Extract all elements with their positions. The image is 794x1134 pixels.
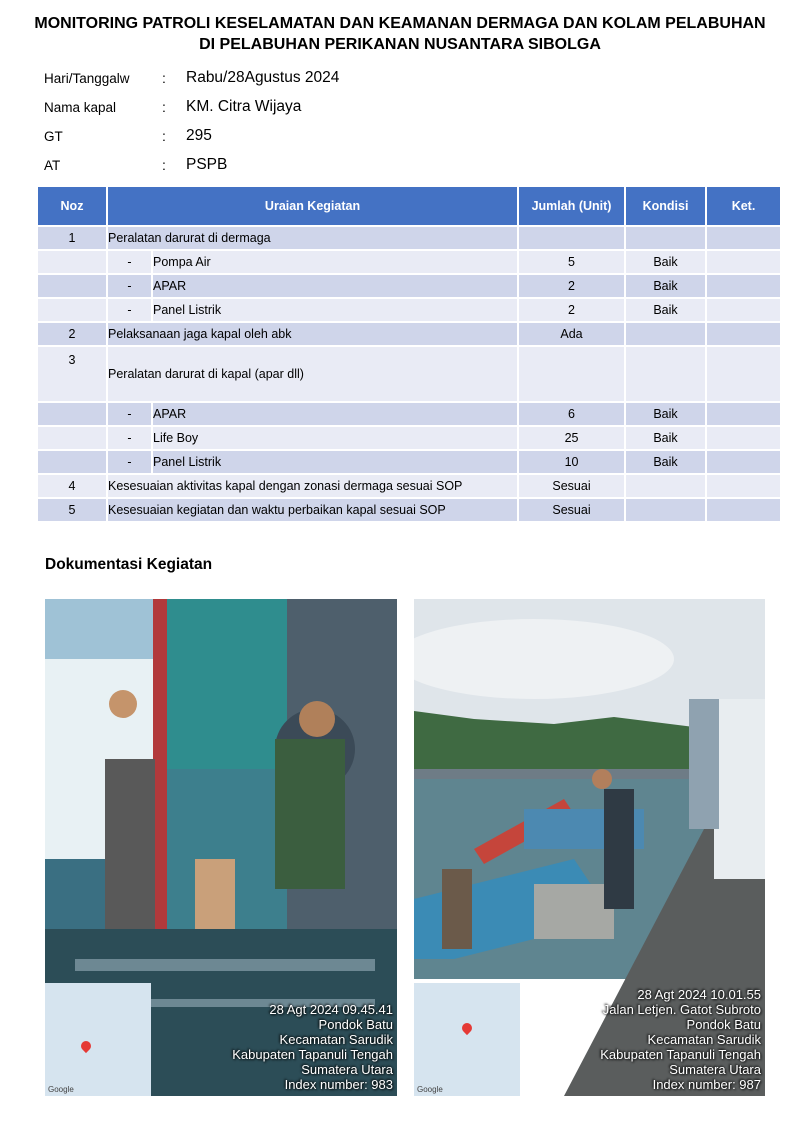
caption-line: Sumatera Utara xyxy=(669,1062,761,1077)
info-colon: : xyxy=(162,70,166,86)
info-label: Nama kapal xyxy=(44,99,117,115)
header-no: Noz xyxy=(37,186,107,226)
table-row xyxy=(37,322,781,346)
table-row xyxy=(37,250,781,274)
cell-condition xyxy=(625,498,706,522)
cell-no: 3 xyxy=(37,346,107,402)
cell-notes xyxy=(706,402,781,426)
info-value: PSPB xyxy=(186,156,228,173)
caption-line: 28 Agt 2024 09.45.41 xyxy=(269,1002,393,1017)
header-description: Uraian Kegiatan xyxy=(107,186,518,226)
cell-condition xyxy=(625,474,706,498)
cell-condition: Baik xyxy=(625,426,706,450)
caption-line: Pondok Batu xyxy=(318,1017,393,1032)
cell-notes xyxy=(706,426,781,450)
cell-dash: - xyxy=(107,450,152,474)
activity-photo-engine-room xyxy=(45,599,397,1096)
cell-description: Kesesuaian kegiatan dan waktu perbaikan kapal sesuai SOP xyxy=(107,498,518,522)
cell-quantity: 5 xyxy=(518,250,625,274)
google-logo: Google xyxy=(48,1085,74,1094)
header-notes: Ket. xyxy=(706,186,781,226)
google-logo: Google xyxy=(417,1085,443,1094)
info-value: 295 xyxy=(186,127,212,144)
cell-quantity xyxy=(518,346,625,402)
cell-quantity: Sesuai xyxy=(518,474,625,498)
info-colon: : xyxy=(162,99,166,115)
caption-line: 28 Agt 2024 10.01.55 xyxy=(637,987,761,1002)
cell-description: Peralatan darurat di dermaga xyxy=(107,226,518,250)
cell-notes xyxy=(706,474,781,498)
cell-notes xyxy=(706,450,781,474)
cell-no xyxy=(37,274,107,298)
cell-condition: Baik xyxy=(625,450,706,474)
cell-no xyxy=(37,450,107,474)
cell-description: Kesesuaian aktivitas kapal dengan zonasi dermaga sesuai SOP xyxy=(107,474,518,498)
cell-condition xyxy=(625,322,706,346)
cell-notes xyxy=(706,250,781,274)
cell-condition: Baik xyxy=(625,274,706,298)
cell-description: Pelaksanaan jaga kapal oleh abk xyxy=(107,322,518,346)
cell-condition: Baik xyxy=(625,402,706,426)
activity-table xyxy=(36,185,782,523)
photo-caption xyxy=(232,1002,393,1092)
caption-line: Kecamatan Sarudik xyxy=(279,1032,393,1047)
cell-quantity: 2 xyxy=(518,274,625,298)
cell-condition xyxy=(625,226,706,250)
cell-no: 2 xyxy=(37,322,107,346)
cell-description: APAR xyxy=(152,402,518,426)
cell-no xyxy=(37,402,107,426)
photo-caption xyxy=(600,987,761,1092)
info-row-at xyxy=(44,151,227,179)
caption-line: Index number: 983 xyxy=(284,1077,393,1092)
table-header-row xyxy=(37,186,781,226)
table-row xyxy=(37,226,781,250)
cell-no: 4 xyxy=(37,474,107,498)
cell-dash: - xyxy=(107,274,152,298)
table-row xyxy=(37,450,781,474)
activity-photo-harbor xyxy=(414,599,765,1096)
cell-condition: Baik xyxy=(625,298,706,322)
cell-notes xyxy=(706,298,781,322)
map-thumbnail xyxy=(45,983,151,1096)
info-label: AT xyxy=(44,157,61,173)
cell-quantity xyxy=(518,226,625,250)
cell-dash: - xyxy=(107,250,152,274)
info-colon: : xyxy=(162,128,166,144)
cell-notes xyxy=(706,226,781,250)
caption-line: Kabupaten Tapanuli Tengah xyxy=(232,1047,393,1062)
section-title: Dokumentasi Kegiatan xyxy=(45,556,213,573)
cell-description: Panel Listrik xyxy=(152,450,518,474)
caption-line: Pondok Batu xyxy=(686,1017,761,1032)
cell-no xyxy=(37,250,107,274)
cell-quantity: 6 xyxy=(518,402,625,426)
map-thumbnail xyxy=(414,983,520,1096)
info-row-date xyxy=(44,64,339,92)
map-pin-icon xyxy=(79,1039,93,1053)
document-title-line-1: MONITORING PATROLI KESELAMATAN DAN KEAMANAN DERMAGA DAN KOLAM PELABUHAN xyxy=(34,15,766,32)
cell-description: Pompa Air xyxy=(152,250,518,274)
cell-condition: Baik xyxy=(625,250,706,274)
table-row xyxy=(37,498,781,522)
table-row xyxy=(37,402,781,426)
caption-line: Jalan Letjen. Gatot Subroto xyxy=(602,1002,761,1017)
cell-condition xyxy=(625,346,706,402)
info-value: Rabu/28Agustus 2024 xyxy=(186,69,340,86)
caption-line: Kecamatan Sarudik xyxy=(647,1032,761,1047)
table-row xyxy=(37,298,781,322)
table-row xyxy=(37,474,781,498)
header-quantity: Jumlah (Unit) xyxy=(518,186,625,226)
info-value: KM. Citra Wijaya xyxy=(186,98,302,115)
cell-no: 1 xyxy=(37,226,107,250)
cell-notes xyxy=(706,274,781,298)
table-row xyxy=(37,426,781,450)
cell-description: APAR xyxy=(152,274,518,298)
info-colon: : xyxy=(162,157,166,173)
caption-line: Index number: 987 xyxy=(652,1077,761,1092)
header-condition: Kondisi xyxy=(625,186,706,226)
cell-description: Panel Listrik xyxy=(152,298,518,322)
caption-line: Kabupaten Tapanuli Tengah xyxy=(600,1047,761,1062)
cell-quantity: Sesuai xyxy=(518,498,625,522)
cell-dash: - xyxy=(107,426,152,450)
cell-no xyxy=(37,426,107,450)
info-label: GT xyxy=(44,128,63,144)
cell-notes xyxy=(706,346,781,402)
info-row-ship-name xyxy=(44,93,301,121)
cell-quantity: 25 xyxy=(518,426,625,450)
cell-quantity: Ada xyxy=(518,322,625,346)
info-label: Hari/Tanggalw xyxy=(44,70,130,86)
cell-description: Peralatan darurat di kapal (apar dll) xyxy=(107,346,518,402)
cell-notes xyxy=(706,498,781,522)
table-row xyxy=(37,274,781,298)
cell-dash: - xyxy=(107,402,152,426)
map-pin-icon xyxy=(460,1021,474,1035)
cell-no xyxy=(37,298,107,322)
cell-description: Life Boy xyxy=(152,426,518,450)
table-row xyxy=(37,346,781,402)
cell-dash: - xyxy=(107,298,152,322)
cell-quantity: 10 xyxy=(518,450,625,474)
document-title-line-2: DI PELABUHAN PERIKANAN NUSANTARA SIBOLGA xyxy=(199,36,601,53)
cell-notes xyxy=(706,322,781,346)
cell-quantity: 2 xyxy=(518,298,625,322)
caption-line: Sumatera Utara xyxy=(301,1062,393,1077)
cell-no: 5 xyxy=(37,498,107,522)
info-row-gt xyxy=(44,122,212,150)
